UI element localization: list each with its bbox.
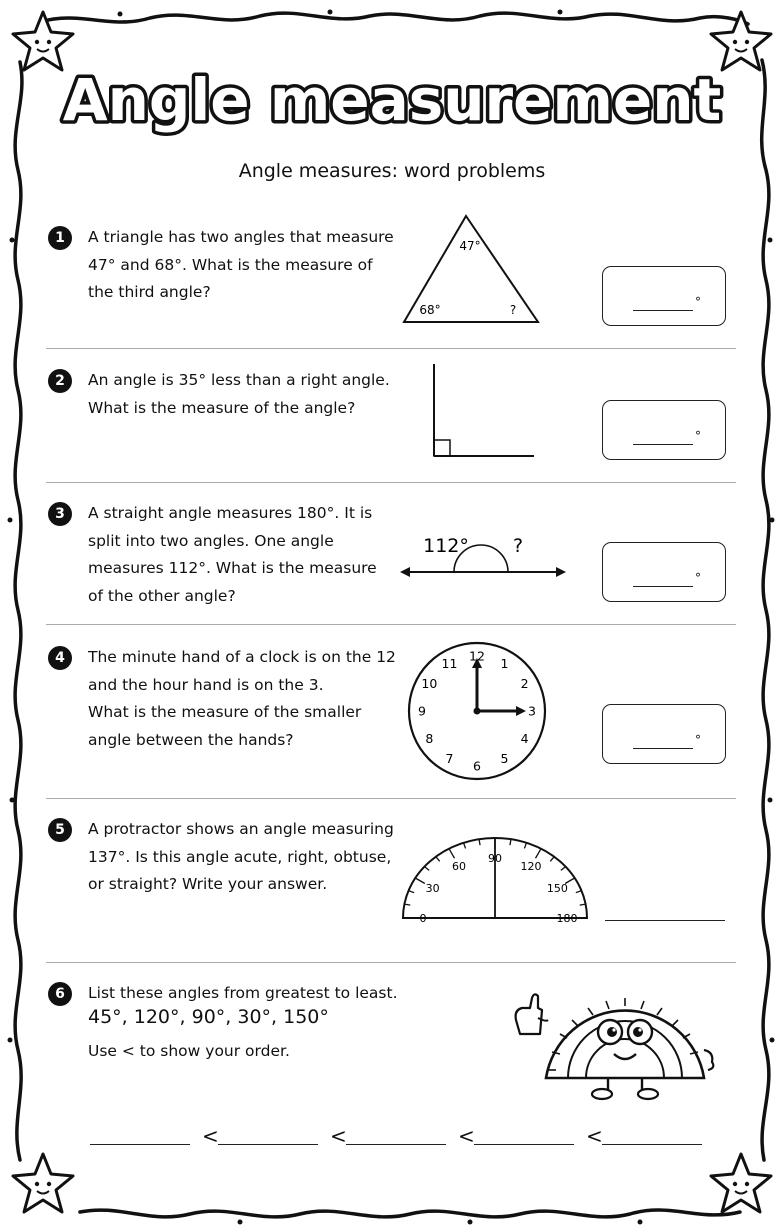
- angle-label-unknown: ?: [512, 535, 524, 557]
- answer-blank[interactable]: [633, 310, 693, 311]
- protractor-label: 150: [546, 882, 568, 895]
- right-angle-figure: [424, 360, 544, 464]
- answer-box[interactable]: [602, 266, 726, 326]
- less-than-symbol: <: [202, 1124, 219, 1148]
- question-text: An angle is 35° less than a right angle. What is the measure of the angle?: [88, 371, 390, 417]
- divider: [46, 624, 736, 625]
- subtitle: Angle measures: word problems: [238, 160, 546, 182]
- problem-number: 2: [48, 369, 72, 393]
- answer-blank[interactable]: [633, 586, 693, 587]
- problem-number: 1: [48, 226, 72, 250]
- svg-text:Angle measurement: Angle measurement: [62, 66, 722, 134]
- answer-blank[interactable]: [633, 444, 693, 445]
- protractor-label: 120: [520, 860, 542, 874]
- order-blank[interactable]: [602, 1144, 702, 1145]
- protractor-label: 0: [419, 912, 427, 924]
- clock-number: 2: [520, 676, 529, 691]
- clock-number: 6: [473, 758, 481, 774]
- protractor-mascot-icon: [508, 980, 724, 1104]
- less-than-symbol: <: [330, 1124, 347, 1148]
- problem-number: 3: [48, 502, 72, 526]
- protractor-label: 30: [425, 882, 440, 895]
- order-blank[interactable]: [346, 1144, 446, 1145]
- protractor-figure: [400, 834, 590, 924]
- divider: [46, 482, 736, 483]
- order-blank[interactable]: [218, 1144, 318, 1145]
- clock-number: 7: [445, 751, 454, 767]
- order-answer-row: [90, 1118, 710, 1158]
- question-text: A straight angle measures 180°. It is split into two angles. One angle measures 112°. What is the measure of the other angle?: [88, 504, 377, 605]
- protractor-label: 90: [488, 852, 502, 865]
- degree-symbol: °: [695, 733, 701, 747]
- clock-number: 3: [528, 703, 536, 719]
- star-face-icon: [8, 1150, 78, 1220]
- clock-number: 5: [500, 751, 509, 767]
- angle-label-top: 47°: [459, 239, 481, 253]
- clock-number: 8: [425, 731, 434, 746]
- degree-symbol: °: [695, 429, 701, 443]
- degree-symbol: °: [695, 295, 701, 309]
- angle-label-known: 112°: [423, 535, 469, 557]
- problem-number: 4: [48, 646, 72, 670]
- clock-number: 1: [500, 655, 509, 671]
- divider: [46, 962, 736, 963]
- answer-box[interactable]: [602, 400, 726, 460]
- less-than-symbol: <: [458, 1124, 475, 1148]
- divider: [46, 798, 736, 799]
- straight-angle-figure: [396, 528, 570, 584]
- clock-number: 4: [520, 731, 529, 746]
- angle-label-left: 68°: [419, 303, 441, 317]
- clock-number: 11: [441, 655, 458, 671]
- star-face-icon: [706, 1150, 776, 1220]
- clock-figure: [406, 640, 548, 782]
- order-blank[interactable]: [90, 1144, 190, 1145]
- problem-number: 6: [48, 982, 72, 1006]
- angle-label-unknown: ?: [509, 303, 517, 317]
- answer-box[interactable]: [602, 704, 726, 764]
- triangle-figure: [396, 210, 546, 330]
- page-title: [0, 58, 784, 148]
- problem-number: 5: [48, 818, 72, 842]
- angle-list: 45°, 120°, 90°, 30°, 150°: [88, 1006, 329, 1028]
- protractor-label: 180: [556, 912, 578, 924]
- order-hint: Use < to show your order.: [88, 1042, 290, 1060]
- divider: [46, 348, 736, 349]
- order-blank[interactable]: [474, 1144, 574, 1145]
- clock-number: 10: [421, 676, 438, 691]
- less-than-symbol: <: [586, 1124, 603, 1148]
- answer-box[interactable]: [602, 542, 726, 602]
- question-text: List these angles from greatest to least.: [88, 984, 398, 1002]
- clock-number: 9: [418, 703, 426, 719]
- answer-line[interactable]: [605, 920, 725, 921]
- answer-blank[interactable]: [633, 748, 693, 749]
- question-text: The minute hand of a clock is on the 12 and the hour hand is on the 3. What is the measure of the smaller angle between the hands?: [88, 648, 396, 749]
- problem-5: [48, 818, 738, 918]
- protractor-label: 60: [452, 860, 466, 874]
- question-text: A protractor shows an angle measuring 137°. Is this angle acute, right, obtuse, or straight? Write your answer.: [88, 820, 394, 893]
- clock-number: 12: [469, 648, 485, 664]
- question-text: A triangle has two angles that measure 47° and 68°. What is the measure of the third angle?: [88, 228, 394, 301]
- degree-symbol: °: [695, 571, 701, 585]
- thumbs-up-icon: [516, 994, 548, 1034]
